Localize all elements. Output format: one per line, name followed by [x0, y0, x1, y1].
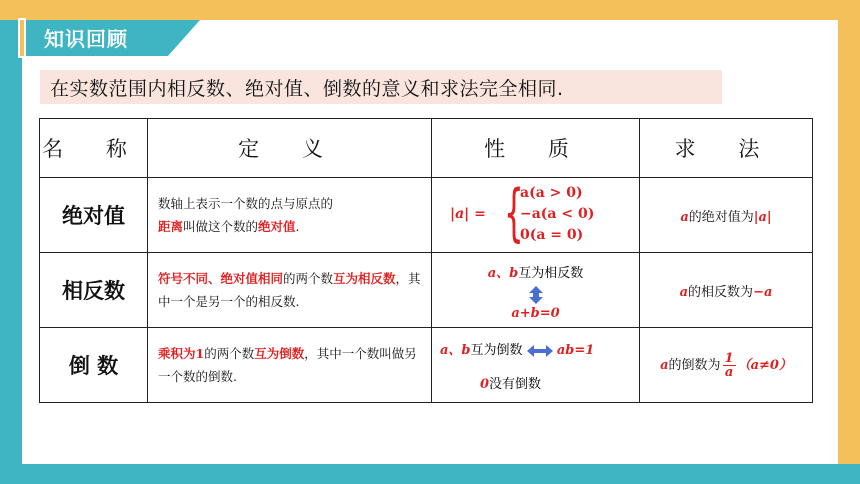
- prop-zero: 0: [480, 377, 490, 392]
- section-tag-label: 知识回顾: [44, 27, 128, 51]
- fraction: [723, 352, 736, 379]
- fraction-numerator: 1: [724, 350, 734, 366]
- def-highlight: 互为倒数: [254, 346, 305, 361]
- def-highlight: 乘积为1: [158, 346, 205, 361]
- method-absolute-value: [640, 178, 813, 253]
- prop-vars: a、b: [440, 343, 471, 358]
- definition-reciprocal: [148, 328, 432, 403]
- prop-equation: ab=1: [556, 343, 595, 358]
- formula-case: 0(a = 0): [520, 227, 584, 243]
- definition-opposite: [148, 253, 432, 328]
- prop-text: 互为相反数: [518, 266, 584, 281]
- fraction-denominator: a: [724, 364, 734, 380]
- method-value: −a: [753, 284, 773, 300]
- method-value: |a|: [753, 209, 772, 225]
- table-header-row: [40, 119, 813, 178]
- def-text: 叫做这个数的: [183, 219, 259, 234]
- prop-line: [432, 262, 639, 281]
- var-a: a: [679, 284, 689, 300]
- prop-text: 互为倒数: [470, 343, 523, 358]
- formula-case: a(a > 0): [520, 185, 583, 201]
- formula-lhs: |a| =: [450, 206, 486, 222]
- double-arrow-vertical-icon: [529, 286, 543, 304]
- var-a: a: [680, 209, 689, 225]
- def-text: ，其中一个是另一个的相反数.: [158, 271, 421, 309]
- property-opposite: [432, 253, 640, 328]
- prop-line: [440, 339, 594, 358]
- property-reciprocal: [432, 328, 640, 403]
- row-name-reciprocal: 倒 数: [40, 328, 148, 403]
- def-highlight: 符号不同、绝对值相同: [158, 271, 284, 286]
- method-opposite: [640, 253, 813, 328]
- left-brace-icon: {: [504, 176, 524, 249]
- prop-line: [432, 306, 639, 321]
- property-absolute-value: [432, 178, 640, 253]
- header-definition: 定 义: [148, 119, 432, 178]
- prop-equation: a+b=0: [511, 306, 560, 321]
- definition-absolute-value: [148, 178, 432, 253]
- left-teal-strip: [0, 20, 22, 464]
- piecewise-formula: [450, 176, 620, 249]
- table-row-opposite: [40, 253, 813, 328]
- def-highlight: 互为相反数: [333, 271, 396, 286]
- table-row-absolute-value: [40, 178, 813, 253]
- def-text: 数轴上表示一个数的点与原点的: [158, 196, 334, 211]
- method-condition: （a≠0）: [737, 357, 792, 373]
- formula-case: −a(a < 0): [520, 206, 595, 222]
- prop-line: [480, 373, 541, 392]
- prop-text: 没有倒数: [489, 377, 542, 392]
- def-text: 的两个数: [283, 271, 334, 286]
- def-text: .: [295, 219, 300, 234]
- def-highlight: 绝对值: [258, 219, 296, 234]
- var-a: a: [660, 357, 669, 373]
- row-name-absolute-value: 绝对值: [40, 178, 148, 253]
- bottom-teal-strip: [0, 464, 860, 484]
- header-name: 名 称: [40, 119, 148, 178]
- method-text: 的绝对值为: [688, 209, 754, 225]
- double-arrow-horizontal-icon: [527, 345, 553, 357]
- def-highlight: 距离: [158, 219, 184, 234]
- header-property: 性 质: [432, 119, 640, 178]
- summary-banner-text: 在实数范围内相反数、绝对值、倒数的意义和求法完全相同.: [50, 78, 564, 100]
- def-text: ，其中一个数叫做另一个数的倒数.: [158, 346, 417, 384]
- method-reciprocal: [640, 328, 813, 403]
- table-row-reciprocal: [40, 328, 813, 403]
- method-text: 的相反数为: [688, 284, 754, 300]
- row-name-opposite: 相反数: [40, 253, 148, 328]
- header-method: 求 法: [640, 119, 813, 178]
- tag-bar-icon: [18, 18, 26, 58]
- comparison-table: [39, 118, 813, 403]
- method-text: 的倒数为: [668, 357, 721, 373]
- def-text: 的两个数: [204, 346, 255, 361]
- prop-vars: a、b: [487, 266, 519, 281]
